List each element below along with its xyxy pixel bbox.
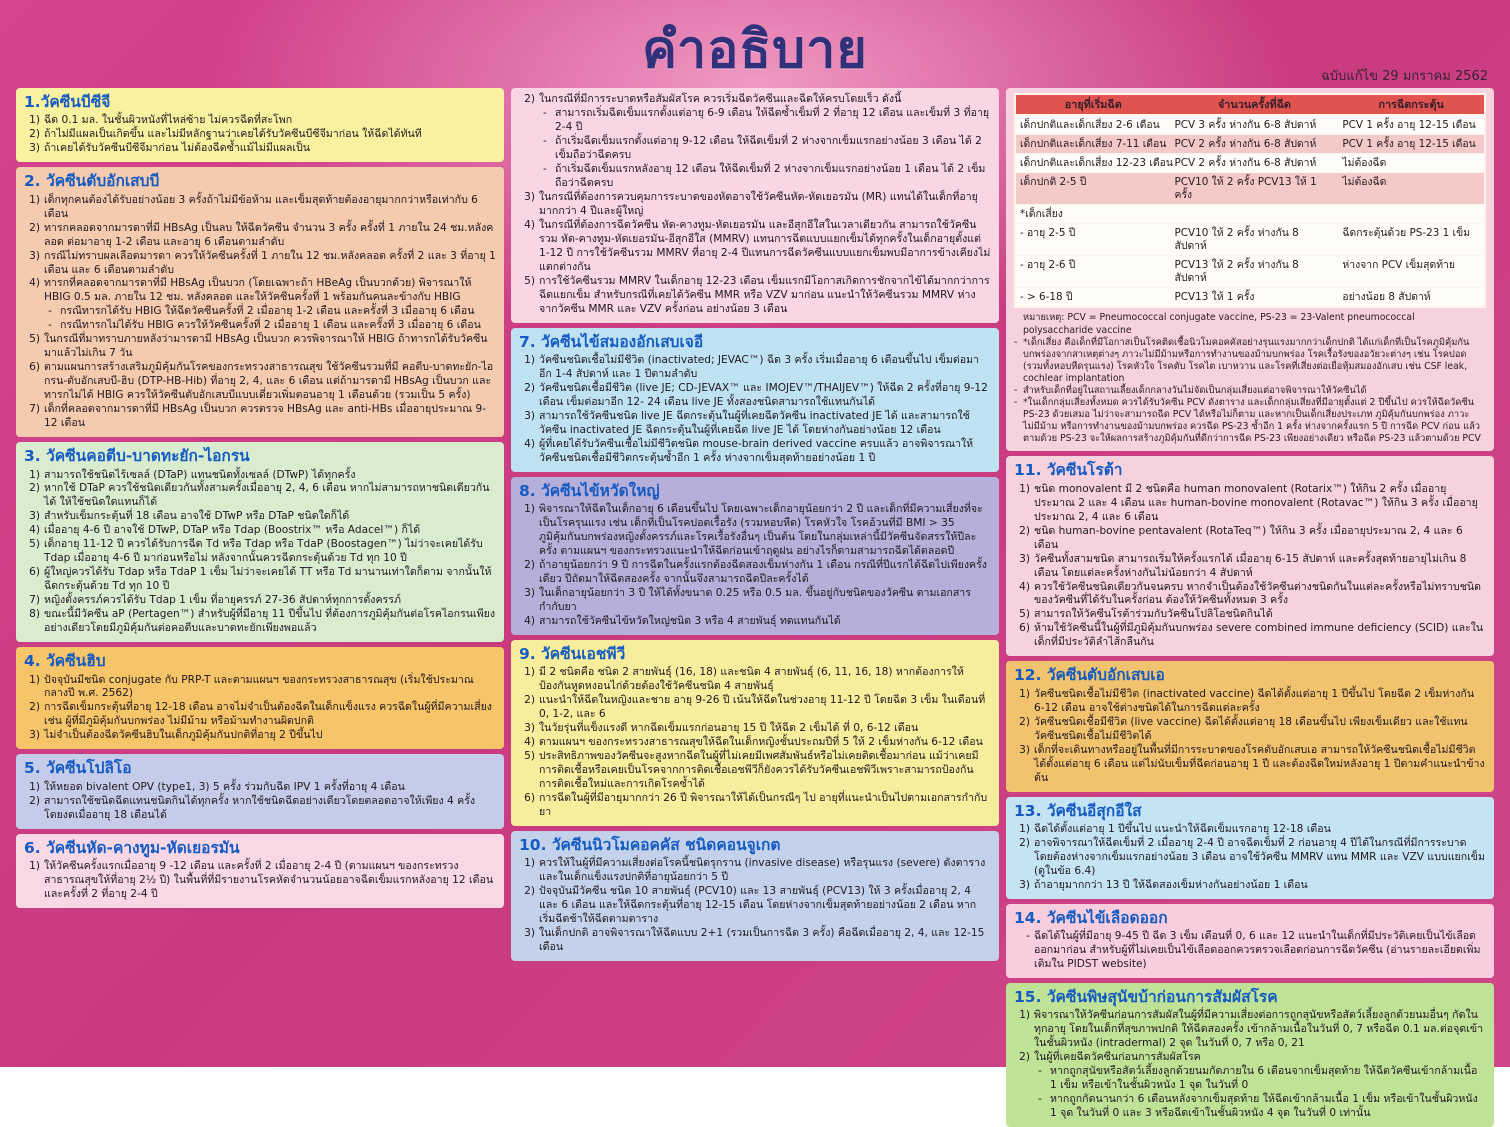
table-cell: เด็กปกติ 2-5 ปี [1015, 173, 1171, 205]
list-item [1014, 581, 1486, 609]
list-item [24, 403, 496, 431]
list-item [519, 587, 991, 615]
list-item [24, 566, 496, 594]
table-notes [1014, 312, 1486, 445]
item-text: กรณีทารกไม่ได้รับ HBIG ควรให้วัคซีนครั้งที่ 2 เมื่ออายุ 1 เดือน และครั้งที่ 3 เมื่ออายุ 6 เดือน [60, 319, 481, 332]
table-cell: ไม่ต้องฉีด [1338, 173, 1485, 205]
list-item [24, 608, 496, 636]
table-cell: เด็กปกติและเด็กเสี่ยง 7-11 เดือน [1015, 135, 1171, 154]
item-text: ตามแผนการสร้างเสริมภูมิคุ้มกันโรคของกระทรวงสาธารณสุข ใช้วัคซีนรวมที่มี คอตีบ-บาดทะยัก-ไอกรน-ตับอักเสบบี-ฮิบ (DTP-HB-Hib) ที่อายุ 2, 4, และ 6 เดือน แต่ถ้ามารดามี HBsAg เป็นบวก และทารกไม่ได้ HBIG ควรให้วัคซีนตับอักเสบบีแบบเดี่ยวเพิ่มตอนอายุ 1 เดือนด้วย (รวมเป็น 5 ครั้ง) [44, 361, 494, 402]
list-item [519, 438, 991, 466]
list-item [519, 410, 991, 438]
item-number: - [1038, 1093, 1042, 1106]
section-7 [511, 328, 999, 472]
list-item [519, 93, 991, 107]
note-dash: - [1014, 397, 1018, 409]
item-text: ชนิด human-bovine pentavalent (RotaTeq™) ให้กิน 3 ครั้ง เมื่ออายุประมาณ 2, 4 และ 6 เดือน [1034, 524, 1463, 551]
list-item [24, 729, 496, 743]
list-item [1014, 716, 1486, 744]
item-number: 3) [29, 142, 40, 155]
item-number: 2) [29, 128, 40, 141]
list-item [1014, 553, 1486, 581]
list-item [24, 361, 496, 403]
item-text: วัคซีนชนิดเชื้อมีชีวิต (live JE; CD-JEVAX™ และ IMOJEV™/THAIJEV™) ให้ฉีด 2 ครั้งที่อายุ 9-12 เดือน เข็มต่อมาอีก 12- 24 เดือน live JE ทั้งสองชนิดสามารถใช้แทนกันได้ [539, 381, 988, 408]
list-item [24, 222, 496, 250]
item-number: 1) [29, 780, 40, 793]
item-number: 4) [524, 218, 535, 231]
item-number: 5) [524, 749, 535, 762]
item-text: สามารถเริ่มฉีดเข็มแรกตั้งแต่อายุ 6-9 เดือน ให้ฉีดซ้ำเข็มที่ 2 ที่อายุ 12 เดือน และเข็มที่ 3 ที่อายุ 2-4 ปี [555, 106, 990, 133]
risk-table-row [1015, 256, 1485, 288]
item-number: 6) [29, 566, 40, 579]
item-text: วัคซีนทั้งสามชนิด สามารถเริ่มให้ครั้งแรกได้ เมื่ออายุ 6-15 สัปดาห์ และครั้งสุดท้ายอายุไม่เกิน 8 เดือน โดยแต่ละครั้งห่างกันไม่น้อยกว่า 4 สัปดาห์ [1034, 552, 1467, 579]
item-text: การฉีดเข็มกระตุ้นที่อายุ 12-18 เดือน อาจไม่จำเป็นต้องฉีดในเด็กแข็งแรง ควรฉีดในผู้ที่มีความเสี่ยงเช่น ผู้ที่มีภูมิคุ้มกันบกพร่อง ไม่มีม้าม หรือม้ามทำงานผิดปกติ [44, 701, 492, 728]
list-item [519, 722, 991, 736]
item-number: 1) [524, 503, 535, 515]
item-number: 1) [29, 193, 40, 206]
note-dash: - [1014, 336, 1018, 348]
note-line [1014, 385, 1486, 397]
item-number: 4) [1019, 580, 1030, 593]
item-text: การฉีดในผู้ที่มีอายุมากกว่า 26 ปี พิจารณาให้ได้เป็นกรณีๆ ไป อายุที่แนะนำเป็นไปตามเอกสารกำกับยา [539, 791, 988, 818]
item-number: 1) [1019, 482, 1030, 495]
note-text: สำหรับเด็กที่อยู่ในสถานเลี้ยงเด็กกลางวันไม่จัดเป็นกลุ่มเสี่ยงแต่อาจพิจารณาให้วัคซีนได้ [1023, 384, 1367, 396]
item-text: ผู้ใหญ่ควรได้รับ Tdap หรือ TdaP 1 เข็ม ไม่ว่าจะเคยได้ TT หรือ Td มานานเท่าใดก็ตาม จากนั้นให้ฉีดกระตุ้นด้วย Td ทุก 10 ปี [44, 566, 492, 593]
item-number: 7) [29, 594, 40, 607]
section-title: 5. วัคซีนโปลิโอ [24, 759, 132, 778]
column-1 [16, 88, 504, 1051]
list-item [24, 469, 496, 483]
list-item [1014, 1009, 1486, 1051]
list-item [1014, 608, 1486, 622]
list-item [1014, 688, 1486, 716]
page-header [16, 14, 1494, 88]
item-text: สามารถให้วัคซีนโรต้าร่วมกับวัคซีนโปลิโอชนิดกินได้ [1034, 608, 1273, 621]
item-number: 2) [29, 794, 40, 807]
item-text: ประสิทธิภาพของวัคซีนจะสูงหากฉีดในผู้ที่ไม่เคยมีเพศสัมพันธ์หรือไม่เคยติดเชื้อมาก่อน แม้ว่าเคยมีการติดเชื้อหรือเคยเป็นโรคจากการติดเชื้อเอชพีวีก็ยังควรได้รับวัคซีนเอชพีวีเพราะสามารถป้องกันการติดเชื้อใหม่และการเกิดโรคซ้ำได้ [539, 749, 979, 790]
list-item [24, 333, 496, 361]
item-number: 5) [29, 333, 40, 346]
item-text: ให้หยอด bivalent OPV (type1, 3) 5 ครั้ง ร่วมกับฉีด IPV 1 ครั้งที่อายุ 4 เดือน [44, 780, 405, 793]
list-item [519, 163, 991, 191]
table-row [1015, 173, 1485, 205]
list-item [24, 142, 496, 156]
item-text: ฉีด 0.1 มล. ในชั้นผิวหนังที่ไหล่ซ้าย ไม่ควรฉีดที่สะโพก [44, 114, 293, 127]
table-cell: - อายุ 2-6 ปี [1015, 256, 1171, 288]
page-title: คำอธิบาย [642, 20, 868, 80]
list-item [24, 860, 496, 902]
risk-label-row [1015, 205, 1485, 224]
item-number: - [543, 106, 547, 119]
item-text: ในกรณีที่มาทราบภายหลังว่ามารดามี HBsAg เป็นบวก ควรพิจารณาให้ HBIG ถ้าทารกได้รับวัคซีนมาแล้วไม่เกิน 7 วัน [44, 333, 488, 360]
table-header-row [1015, 94, 1485, 115]
list-item [519, 857, 991, 885]
section-title: 2. วัคซีนตับอักเสบบี [24, 172, 160, 191]
table-cell: PCV 3 ครั้ง ห่างกัน 6-8 สัปดาห์ [1171, 115, 1339, 135]
note-line [1014, 337, 1486, 385]
item-text: หากถูกสุนัขหรือสัตว์เลี้ยงลูกด้วยนมกัดภายใน 6 เดือนจากเข็มสุดท้าย ให้ฉีดวัคซีนเข้ากล้ามเนื้อ 1 เข็ม หรือเข้าในชั้นผิวหนัง 1 จุด ในวันที่ 0 [1050, 1065, 1478, 1092]
item-text: ถ้าเคยได้รับวัคซีนบีซีจีมาก่อน ไม่ต้องฉีดซ้ำแม้ไม่มีแผลเป็น [44, 142, 310, 155]
item-text: หากใช้ DTaP ควรใช้ชนิดเดียวกันทั้งสามครั้งเมื่ออายุ 2, 4, 6 เดือน หากไม่สามารถหาชนิดเดียวกันได้ ให้ใช้ชนิดใดแทนก็ได้ [44, 482, 490, 509]
column-2 [511, 88, 999, 1051]
section-14 [1006, 904, 1494, 978]
table-column-header: การฉีดกระตุ้น [1338, 94, 1485, 115]
item-text: หญิงตั้งครรภ์ควรได้รับ Tdap 1 เข็ม ที่อายุครรภ์ 27-36 สัปดาห์ทุกการตั้งครรภ์ [44, 594, 401, 607]
item-number: 6) [524, 791, 535, 804]
item-number: 1) [29, 468, 40, 481]
section-4 [16, 647, 504, 749]
note-line [1014, 312, 1486, 336]
item-text: ในเด็กปกติ อาจพิจารณาให้ฉีดแบบ 2+1 (รวมเป็นการฉีด 3 ครั้ง) คือฉีดเมื่ออายุ 2, 4, และ 12-15 เดือน [539, 926, 985, 953]
item-number: 4) [29, 524, 40, 537]
list-item [24, 319, 496, 333]
section-title: 9. วัคซีนเอชพีวี [519, 644, 626, 663]
section-title: 13. วัคซีนอีสุกอีใส [1014, 801, 1142, 820]
item-number: 4) [524, 437, 535, 450]
list-item [519, 736, 991, 750]
item-number: 2) [524, 885, 535, 898]
item-number: 3) [524, 190, 535, 203]
item-text: หากถูกกัดนานกว่า 6 เดือนหลังจากเข็มสุดท้าย ให้ฉีดเข้ากล้ามเนื้อ 1 เข็ม หรือเข้าในชั้นผิวหนัง 1 จุด ในวันที่ 0 และ 3 หรือฉีดเข้าในชั้นผิวหนัง 4 จุด ในวันที่ 0 เท่านั้น [1050, 1093, 1478, 1120]
risk-table-row [1015, 288, 1485, 308]
item-number: 1) [1019, 1009, 1030, 1022]
item-number: 1) [524, 857, 535, 870]
risk-label-cell: *เด็กเสี่ยง [1015, 205, 1485, 224]
item-number: 2) [1019, 715, 1030, 728]
item-number: 4) [524, 614, 535, 627]
item-number: - [543, 162, 547, 175]
item-text: ในวัยรุ่นที่แข็งแรงดี หากฉีดเข็มแรกก่อนอายุ 15 ปี ให้ฉีด 2 เข็มได้ ที่ 0, 6-12 เดือน [539, 721, 919, 734]
list-item [24, 674, 496, 702]
item-number: 2) [29, 221, 40, 234]
list-item [519, 750, 991, 792]
table-cell: PCV13 ให้ 1 ครั้ง [1171, 288, 1339, 308]
list-item [519, 354, 991, 382]
list-item [24, 277, 496, 305]
pcv-dosing-table [1014, 93, 1486, 308]
item-number: 1) [29, 673, 40, 686]
table-cell: เด็กปกติและเด็กเสี่ยง 12-23 เดือน [1015, 154, 1171, 173]
list-item [1014, 930, 1486, 972]
table-cell: PCV 2 ครั้ง ห่างกัน 6-8 สัปดาห์ [1171, 135, 1339, 154]
item-text: ถ้าเริ่มฉีดเข็มแรกหลังอายุ 12 เดือน ให้ฉีดเข็มที่ 2 ห่างจากเข็มแรกอย่างน้อย 1 เดือน ได้ 2 เข็มถือว่าฉีดครบ [555, 162, 986, 189]
list-item [24, 194, 496, 222]
item-text: แนะนำให้ฉีดในหญิงและชาย อายุ 9-26 ปี เน้นให้ฉีดในช่วงอายุ 11-12 ปี โดยฉีด 3 เข็ม ในเดือนที่ 0, 1-2, และ 6 [539, 694, 986, 720]
list-item [1014, 879, 1486, 893]
item-text: พิจารณาให้วัคซีนก่อนการสัมผัสในผู้ที่มีความเสี่ยงต่อการถูกสุนัขหรือสัตว์เลี้ยงลูกด้วยนมอื่นๆ กัดในทุกอายุ โดยในเด็กที่สุขภาพปกติ ให้ฉีดสองครั้ง เข้ากล้ามเนื้อในวันที่ 0, 7 หรือฉีด 0.1 มล.ต่อจุดเข้าในชั้นผิวหนัง (intradermal) 2 จุด ในวันที่ 0, 7 หรือ 0, 21 [1034, 1009, 1484, 1050]
table-row [1015, 135, 1485, 154]
section-title: 6. วัคซีนหัด-คางทูม-หัดเยอรมัน [24, 838, 240, 857]
item-text: มี 2 ชนิดคือ ชนิด 2 สายพันธุ์ (16, 18) และชนิด 4 สายพันธุ์ (6, 11, 16, 18) หากต้องการให้ป้องกันหูดหงอนไก่ด้วยต้องใช้วัคซีนชนิด 4 สายพันธุ์ [539, 666, 964, 693]
table-cell: PCV 1 ครั้ง อายุ 12-15 เดือน [1338, 135, 1485, 154]
item-text: สำหรับเข็มกระตุ้นที่ 18 เดือน อาจใช้ DTwP หรือ DTaP ชนิดใดก็ได้ [44, 510, 350, 523]
list-item [1014, 1051, 1486, 1065]
item-number: 2) [1019, 1051, 1030, 1064]
section-5 [16, 754, 504, 828]
item-number: 3) [524, 926, 535, 939]
item-number: 5) [29, 538, 40, 551]
item-number: 3) [29, 249, 40, 262]
item-number: 1) [29, 860, 40, 872]
item-text: กรณีไม่ทราบผลเลือดมารดา ควรให้วัคซีนครั้งที่ 1 ภายใน 12 ชม.หลังคลอด ครั้งที่ 2 และ 3 ที่อายุ 1 เดือน และ 6 เดือนตามลำดับ [44, 249, 496, 276]
item-number: 2) [524, 558, 535, 571]
item-text: ห้ามใช้วัคซีนนี้ในผู้ที่มีภูมิคุ้มกันบกพร่อง severe combined immune deficiency (SCID) และในเด็กที่มีประวัติลำไส้กลืนกัน [1034, 622, 1484, 649]
table-cell: เด็กปกติและเด็กเสี่ยง 2-6 เดือน [1015, 115, 1171, 135]
item-text: ถ้าอายุน้อยกว่า 9 ปี การฉีดในครั้งแรกต้องฉีดสองเข็มห่างกัน 1 เดือน กรณีที่ปีแรกได้ฉีดไปเพียงครั้งเดียว ปีถัดมาให้ฉีดสองครั้ง จากนั้นจึงสามารถฉีดปีละครั้งได้ [539, 558, 987, 585]
item-text: ขณะนี้มีวัคซีน aP (Pertagen™) สำหรับผู้ที่มีอายุ 11 ปีขึ้นไป ที่ต้องการภูมิคุ้มกันต่อโรคไอกรนเพียงอย่างเดียวโดยมีภูมิคุ้มกันต่อคอตีบและบาดทะยักเพียงพอแล้ว [44, 608, 495, 635]
item-number: 4) [29, 277, 40, 290]
item-number: 3) [524, 409, 535, 422]
item-number: 4) [524, 735, 535, 748]
item-text: ชนิด monovalent มี 2 ชนิดคือ human monovalent (Rotarix™) ให้กิน 2 ครั้ง เมื่ออายุประมาณ 2 และ 4 เดือน และ human-bovine monovalent (Rotavac™) ให้กิน 3 ครั้ง เมื่ออายุประมาณ 2, 4 และ 6 เดือน [1034, 482, 1478, 523]
item-text: ฉีดได้ในผู้ที่มีอายุ 9-45 ปี ฉีด 3 เข็ม เดือนที่ 0, 6 และ 12 แนะนำในเด็กที่มีประวัติเคยเป็นไข้เลือดออกมาก่อน สำหรับผู้ที่ไม่เคยเป็นไข้เลือดออกควรตรวจเลือดก่อนการฉีดวัคซีน (อ่านรายละเอียดเพิ่มเติมใน PIDST website) [1034, 930, 1481, 971]
section-9 [511, 640, 999, 826]
item-text: ควรให้ในผู้ที่มีความเสี่ยงต่อโรคนี้ชนิดรุกราน (invasive disease) หรือรุนแรง (severe) ดังตาราง และในเด็กแข็งแรงปกติที่อายุน้อยกว่า 5 ปี [539, 857, 986, 884]
item-number: 3) [1019, 552, 1030, 565]
table-cell: อย่างน้อย 8 สัปดาห์ [1338, 288, 1485, 308]
item-number: 1) [29, 114, 40, 127]
item-text: ปัจจุบันมีวัคซีน ชนิด 10 สายพันธุ์ (PCV10) และ 13 สายพันธุ์ (PCV13) ให้ 3 ครั้งเมื่ออายุ 2, 4 และ 6 เดือน และให้ฉีดกระตุ้นที่อายุ 12-15 เดือน โดยห่างจากเข็มสุดท้ายอย่างน้อย 2 เดือน หากเริ่มฉีดช้าให้ฉีดตามตาราง [539, 885, 977, 925]
list-item [1014, 823, 1486, 837]
item-number: 5) [1019, 608, 1030, 621]
item-number: 1) [524, 666, 535, 679]
section-title: 15. วัคซีนพิษสุนัขบ้าก่อนการสัมผัสโรค [1014, 988, 1278, 1006]
list-item [519, 559, 991, 587]
item-number: 1) [1019, 822, 1030, 835]
list-item [24, 538, 496, 566]
list-item [1014, 837, 1486, 879]
item-text: สามารถใช้วัคซีนชนิด live JE ฉีดกระตุ้นในผู้ที่เคยฉีดวัคซีน inactivated JE ได้ และสามารถใช้วัคซีน inactivated JE ฉีดกระตุ้นในผู้ที่เคยฉีด live JE ได้ โดยห่างกันอย่างน้อย 12 เดือน [539, 409, 970, 436]
note-text: หมายเหตุ: PCV = Pneumococcal conjugate vaccine, PS-23 = 23-Valent pneumococcal polysaccharide vaccine [1023, 312, 1415, 336]
section-title: 11. วัคซีนโรต้า [1014, 461, 1123, 480]
item-number: 7) [29, 403, 40, 416]
section-10 [511, 831, 999, 961]
list-item [24, 594, 496, 608]
item-text: ถ้าเริ่มฉีดเข็มแรกตั้งแต่อายุ 9-12 เดือน ให้ฉีดเข็มที่ 2 ห่างจากเข็มแรกอย่างน้อย 3 เดือน ได้ 2 เข็มถือว่าฉีดครบ [555, 134, 982, 161]
item-text: เด็กที่จะเดินทางหรืออยู่ในพื้นที่มีการระบาดของโรคตับอักเสบเอ สามารถให้วัคซีนชนิดเชื้อไม่มีชีวิตได้ตั้งแต่อายุ 6 เดือน แต่ไม่นับเข็มที่ฉีดก่อนอายุ 1 ปี และต้องฉีดใหม่หลังอายุ 1 ปีตามคำแนะนำข้างต้น [1034, 743, 1485, 784]
item-text: ในเด็กอายุน้อยกว่า 3 ปี ให้ได้ทั้งขนาด 0.25 หรือ 0.5 มล. ขึ้นอยู่กับชนิดของวัคซีน ตามเอกสารกำกับยา [539, 586, 971, 613]
item-text: ให้วัคซีนครั้งแรกเมื่ออายุ 9 -12 เดือน และครั้งที่ 2 เมื่ออายุ 2-4 ปี (ตามแผนฯ ของกระทรวงสาธารณสุขให้ที่อายุ 2½ ปี) ในพื้นที่ที่มีรายงานโรคหัดจำนวนน้อยอาจฉีดเข็มแรกหลังอายุ 12 เดือน และครั้งที่ 2 ที่อายุ 2-4 ปี [44, 860, 494, 900]
list-item [1014, 622, 1486, 650]
list-item [519, 382, 991, 410]
table-cell: PCV10 ให้ 2 ครั้ง ห่างกัน 8 สัปดาห์ [1171, 224, 1339, 256]
item-number: 2) [524, 93, 535, 105]
item-text: เด็กอายุ 11-12 ปี ควรได้รับการฉีด Td หรือ Tdap หรือ TdaP (Boostagen™) ไม่ว่าจะเคยได้รับ Tdap เมื่ออายุ 4-6 ปี มาก่อนหรือไม่ หลังจากนั้นควรฉีดกระตุ้นด้วย Td ทุก 10 ปี [44, 538, 483, 565]
note-dash: - [1014, 384, 1018, 396]
list-item [1014, 483, 1486, 525]
table-cell: - อายุ 2-5 ปี [1015, 224, 1171, 256]
item-text: ในกรณีที่ต้องการฉีดวัคซีน หัด-คางทูม-หัดเยอรมัน และอีสุกอีใสในเวลาเดียวกัน สามารถใช้วัคซีนรวม หัด-คางทูม-หัดเยอรมัน-อีสุกอีใส (MMRV) แทนการฉีดแบบแยกเข็มได้ทุกครั้งในเด็กอายุตั้งแต่ 1-12 ปี การใช้วัคซีนรวม MMRV ที่อายุ 2-4 ปีแทนการฉีดวัคซีนแบบแยกเข็มพบมีอาการข้างเคียงไม่แตกต่างกัน [539, 218, 991, 273]
section-2 [16, 167, 504, 437]
item-number: 3) [524, 721, 535, 734]
section-title: 4. วัคซีนฮิบ [24, 652, 106, 671]
note-line [1014, 397, 1486, 445]
item-text: ในผู้ที่เคยฉีดวัคซีนก่อนการสัมผัสโรค [1034, 1051, 1201, 1064]
note-text: *เด็กเสี่ยง คือเด็กที่มีโอกาสเป็นโรคติดเชื้อนิวโมคอคคัสอย่างรุนแรงมากกว่าเด็กปกติ ได้แก่เด็กที่เป็นโรคภูมิคุ้มกันบกพร่องจากสาเหตุต่างๆ ภาวะไม่มีม้ามหรือการทำงานของม้ามบกพร่อง โรคเรื้อรังของอวัยวะต่างๆ เช่น โรคปอด (รวมทั้งหอบหืดรุนแรง) โรคหัวใจ โรคตับ โรคไต เบาหวาน และโรคที่เสี่ยงต่อเยื่อหุ้มสมองอักเสบ เช่น CSF leak, cochlear implantation [1023, 336, 1470, 384]
item-number: 3) [1019, 878, 1030, 891]
item-number: 1) [1019, 687, 1030, 700]
list-item [1014, 1093, 1486, 1121]
section-title: 10. วัคซีนนิวโมคอคคัส ชนิดคอนจูเกต [519, 835, 781, 854]
list-item [519, 219, 991, 275]
list-item [519, 191, 991, 219]
item-number: 3) [524, 586, 535, 599]
item-number: - [48, 305, 52, 318]
item-text: ผู้ที่เคยได้รับวัคซีนเชื้อไม่มีชีวิตชนิด mouse-brain derived vaccine ครบแล้ว อาจพิจารณาให้วัคซีนชนิดเชื้อมีชีวิตกระตุ้นซ้ำอีก 1 ครั้ง ห่างจากเข็มสุดท้ายอย่างน้อย 1 ปี [539, 437, 974, 464]
section-8 [511, 477, 999, 635]
section-title: 7. วัคซีนไข้สมองอักเสบเจอี [519, 332, 704, 351]
item-text: ควรใช้วัคซีนชนิดเดียวกันจนครบ หากจำเป็นต้องใช้วัคซีนต่างชนิดกันในแต่ละครั้งหรือไม่ทราบชนิดของวัคซีนที่ได้รับในครั้งก่อน ต้องให้วัคซีนทั้งหมด 3 ครั้ง [1034, 580, 1482, 607]
section-6 [16, 834, 504, 908]
item-number: 6) [1019, 622, 1030, 635]
item-number: 2) [1019, 836, 1030, 849]
list-item [519, 135, 991, 163]
item-text: ปัจจุบันมีชนิด conjugate กับ PRP-T และตามแผนฯ ของกระทรวงสาธารณสุข (เริ่มใช้ประมาณกลางปี พ.ศ. 2562) [44, 673, 474, 700]
list-item [519, 694, 991, 722]
item-number: 5) [524, 274, 535, 287]
section-11 [1006, 456, 1494, 656]
section-12 [1006, 661, 1494, 791]
list-item [519, 107, 991, 135]
item-number: 2) [524, 381, 535, 394]
revision-date: ฉบับแก้ไข 29 มกราคม 2562 [1320, 69, 1488, 84]
item-text: วัคซีนชนิดเชื้อไม่มีชีวิต (inactivated; JEVAC™) ฉีด 3 ครั้ง เริ่มเมื่ออายุ 6 เดือนขึ้นไป เข็มต่อมา อีก 1-4 สัปดาห์ และ 1 ปีตามลำดับ [539, 353, 980, 380]
item-text: ถ้าอายุมากกว่า 13 ปี ให้ฉีดสองเข็มห่างกันอย่างน้อย 1 เดือน [1034, 878, 1308, 891]
list-item [24, 250, 496, 278]
list-item [24, 482, 496, 510]
item-number: 8) [29, 608, 40, 621]
table-row [1015, 154, 1485, 173]
item-number: 3) [1019, 743, 1030, 756]
list-item [1014, 525, 1486, 553]
columns-container [16, 88, 1494, 1120]
list-item [24, 510, 496, 524]
item-number: - [1026, 930, 1030, 943]
list-item [24, 701, 496, 729]
note-text: *ในเด็กกลุ่มเสี่ยงทั้งหมด ควรได้รับวัคซีน PCV ดังตาราง และเด็กกลุ่มเสี่ยงที่มีอายุตั้งแต่ 2 ปีขึ้นไป ควรให้ฉีดวัคซีน PS-23 ด้วยเสมอ ไม่ว่าจะสามารถฉีด PCV ได้หรือไม่ก็ตาม และหากเป็นเด็กเสี่ยงประเภท ภูมิคุ้มกันบกพร่อง ภาวะไม่มีม้าม หรือการทำงานของม้ามบกพร่อง ควรฉีด PS-23 ซ้ำอีก 1 ครั้ง ห่างจากครั้งแรก 5 ปี การฉีด PCV ก่อน แล้วตามด้วย PS-23 จะให้ผลการสร้างภูมิคุ้มกันที่ดีกว่าการฉีด PS-23 เพียงอย่างเดียว หรือฉีด PS-23 แล้วตามด้วย PCV [1023, 397, 1481, 445]
list-item [24, 795, 496, 823]
table-column-header: อายุที่เริ่มฉีด [1015, 94, 1171, 115]
list-item [519, 615, 991, 629]
item-number: - [543, 134, 547, 147]
section-6b [511, 88, 999, 323]
section-title: 8. วัคซีนไข้หวัดใหญ่ [519, 481, 660, 500]
item-number: - [48, 319, 52, 332]
table-cell: ห่างจาก PCV เข็มสุดท้าย [1338, 256, 1485, 288]
item-text: การใช้วัคซีนรวม MMRV ในเด็กอายุ 12-23 เดือน เข็มแรกมีโอกาสเกิดการชักจากไข้ได้มากกว่าการฉีดแยกเข็ม สำหรับกรณีที่เคยได้วัคซีน MMR หรือ VZV มาก่อน แนะนำให้วัคซีนรวม MMRV ห่างจากวัคซีน MMR และ VZV ครั้งก่อน อย่างน้อย 3 เดือน [539, 274, 990, 315]
table-cell: ไม่ต้องฉีด [1338, 154, 1485, 173]
section-13 [1006, 797, 1494, 899]
list-item [24, 781, 496, 795]
list-item [1014, 744, 1486, 786]
item-text: กรณีทารกได้รับ HBIG ให้ฉีดวัคซีนครั้งที่ 2 เมื่ออายุ 1-2 เดือน และครั้งที่ 3 เมื่ออายุ 6 เดือน [60, 305, 475, 318]
column-3 [1006, 88, 1494, 1120]
section-15 [1006, 983, 1494, 1127]
item-text: ฉีดได้ตั้งแต่อายุ 1 ปีขึ้นไป แนะนำให้ฉีดเข็มแรกอายุ 12-18 เดือน [1034, 822, 1331, 835]
list-item [519, 885, 991, 927]
item-text: เด็กทุกคนต้องได้รับอย่างน้อย 3 ครั้งถ้าไม่มีข้อห้าม และเข็มสุดท้ายต้องอายุมากกว่าหรือเท่ากับ 6 เดือน [44, 193, 478, 220]
item-text: ในกรณีที่ต้องการควบคุมการระบาดของหัดอาจใช้วัคซีนหัด-หัดเยอรมัน (MR) แทนได้ในเด็กที่อายุมากกว่า 4 ปีและผู้ใหญ่ [539, 190, 978, 217]
item-number: 3) [29, 729, 40, 742]
section-title: 1.วัคซีนบีซีจี [24, 93, 111, 111]
note-dash [1014, 312, 1023, 336]
item-number: 6) [29, 361, 40, 374]
item-text: สามารถใช้วัคซีนไข้หวัดใหญ่ชนิด 3 หรือ 4 สายพันธุ์ ทดแทนกันได้ [539, 614, 841, 627]
table-cell: PCV10 ให้ 2 ครั้ง PCV13 ให้ 1 ครั้ง [1171, 173, 1339, 205]
item-text: เมื่ออายุ 4-6 ปี อาจใช้ DTwP, DTaP หรือ Tdap (Boostrix™ หรือ Adacel™) ก็ได้ [44, 524, 421, 537]
item-text: ในกรณีที่มีการระบาดหรือสัมผัสโรค ควรเริ่มฉีดวัคซีนและฉีดให้ครบโดยเร็ว ดังนี้ [539, 93, 902, 105]
item-text: พิจารณาให้ฉีดในเด็กอายุ 6 เดือนขึ้นไป โดยเฉพาะเด็กอายุน้อยกว่า 2 ปี และเด็กที่มีความเสี่ยงที่จะเป็นโรครุนแรง เช่น เด็กที่เป็นโรคปอดเรื้อรัง (รวมหอบหืด) โรคหัวใจ โรคอ้วนที่มี BMI > 35 ภูมิคุ้มกันบกพร่องหญิงตั้งครรภ์และโรคเรื้อรังอื่นๆ เป็นต้น โดยในกลุ่มเหล่านี้มีวัคซีนจัดสรรให้ปีละครั้ง ตามแผนฯ ของกระทรวงแนะนำให้ฉีดก่อนเข้าฤดูฝน อย่างไรก็ตามสามารถฉีดได้ตลอดปี [539, 503, 983, 557]
table-column-header: จำนวนครั้งที่ฉีด [1171, 94, 1339, 115]
table-cell: PCV 1 ครั้ง อายุ 12-15 เดือน [1338, 115, 1485, 135]
table-cell: PCV13 ให้ 2 ครั้ง ห่างกัน 8 สัปดาห์ [1171, 256, 1339, 288]
risk-table-row [1015, 224, 1485, 256]
section-3 [16, 442, 504, 642]
item-number: 3) [29, 510, 40, 523]
item-text: วัคซีนชนิดเชื้อมีชีวิต (live vaccine) ฉีดได้ตั้งแต่อายุ 18 เดือนขึ้นไป เพียงเข็มเดียว และใช้แทนวัคซีนชนิดเชื้อไม่มีชีวิตได้ [1034, 715, 1468, 742]
list-item [24, 128, 496, 142]
item-text: ทารกคลอดจากมารดาที่มี HBsAg เป็นลบ ให้ฉีดวัคซีน จำนวน 3 ครั้ง ครั้งที่ 1 ภายใน 24 ชม.หลังคลอด ต่อมาอายุ 1-2 เดือน และอายุ 6 เดือนตามลำดับ [44, 221, 494, 248]
item-text: สามารถใช้ชนิดฉีดแทนชนิดกินได้ทุกครั้ง หากใช้ชนิดฉีดอย่างเดียวโดยตลอดอาจให้เพียง 4 ครั้ง โดยงดเมื่ออายุ 18 เดือนได้ [44, 794, 476, 821]
table-row [1015, 115, 1485, 135]
item-text: ไม่จำเป็นต้องฉีดวัคซีนฮิบในเด็กภูมิคุ้มกันปกติที่อายุ 2 ปีขึ้นไป [44, 729, 323, 742]
list-item [1014, 1065, 1486, 1093]
item-number: - [1038, 1065, 1042, 1078]
pcv-dosing-card [1006, 88, 1494, 451]
item-number: 1) [524, 353, 535, 366]
list-item [24, 305, 496, 319]
item-number: 2) [1019, 524, 1030, 537]
table-cell: - > 6-18 ปี [1015, 288, 1171, 308]
section-title: 12. วัคซีนตับอักเสบเอ [1014, 666, 1165, 685]
item-text: วัคซีนชนิดเชื้อไม่มีชีวิต (inactivated vaccine) ฉีดได้ตั้งแต่อายุ 1 ปีขึ้นไป โดยฉีด 2 เข็มห่างกัน 6-12 เดือน อาจใช้ต่างชนิดได้ในการฉีดแต่ละครั้ง [1034, 687, 1475, 714]
list-item [519, 927, 991, 955]
section-title: 14. วัคซีนไข้เลือดออก [1014, 908, 1168, 927]
list-item [519, 275, 991, 317]
item-text: เด็กที่คลอดจากมารดาที่มี HBsAg เป็นบวก ควรตรวจ HBsAg และ anti-HBs เมื่ออายุประมาณ 9-12 เดือน [44, 403, 487, 430]
item-number: 2) [29, 482, 40, 495]
item-number: 2) [29, 701, 40, 714]
list-item [24, 114, 496, 128]
section-title: 3. วัคซีนคอตีบ-บาดทะยัก-ไอกรน [24, 447, 250, 466]
item-text: ถ้าไม่มีแผลเป็นเกิดขึ้น และไม่มีหลักฐานว่าเคยได้รับวัคซีนบีซีจีมาก่อน ให้ฉีดได้ทันที [44, 128, 422, 141]
item-text: สามารถใช้ชนิดไร้เซลล์ (DTaP) แทนชนิดทั้งเซลล์ (DTwP) ได้ทุกครั้ง [44, 468, 356, 481]
item-text: ทารกที่คลอดจากมารดาที่มี HBsAg เป็นบวก (โดยเฉพาะถ้า HBeAg เป็นบวกด้วย) พิจารณาให้ HBIG 0.5 มล. ภายใน 12 ชม. หลังคลอด และให้วัคซีนครั้งที่ 1 พร้อมกันคนละข้างกับ HBIG [44, 277, 472, 304]
table-cell: ฉีดกระตุ้นด้วย PS-23 1 เข็ม [1338, 224, 1485, 256]
list-item [519, 792, 991, 820]
table-cell: PCV 2 ครั้ง ห่างกัน 6-8 สัปดาห์ [1171, 154, 1339, 173]
item-text: อาจพิจารณาให้ฉีดเข็มที่ 2 เมื่ออายุ 2-4 ปี อาจฉีดเข็มที่ 2 ก่อนอายุ 4 ปีได้ในกรณีที่มีการระบาด โดยต้องห่างจากเข็มแรกอย่างน้อย 3 เดือน อาจใช้วัคซีน MMRV แทน MMR และ VZV แบบแยกเข็ม (ดูในข้อ 6.4) [1034, 836, 1485, 877]
section-1 [16, 88, 504, 162]
list-item [519, 666, 991, 694]
list-item [24, 524, 496, 538]
item-number: 2) [524, 694, 535, 707]
item-text: ตามแผนฯ ของกระทรวงสาธารณสุขให้ฉีดในเด็กหญิงชั้นประถมปีที่ 5 ให้ 2 เข็มห่างกัน 6-12 เดือน [539, 735, 983, 748]
list-item [519, 503, 991, 559]
